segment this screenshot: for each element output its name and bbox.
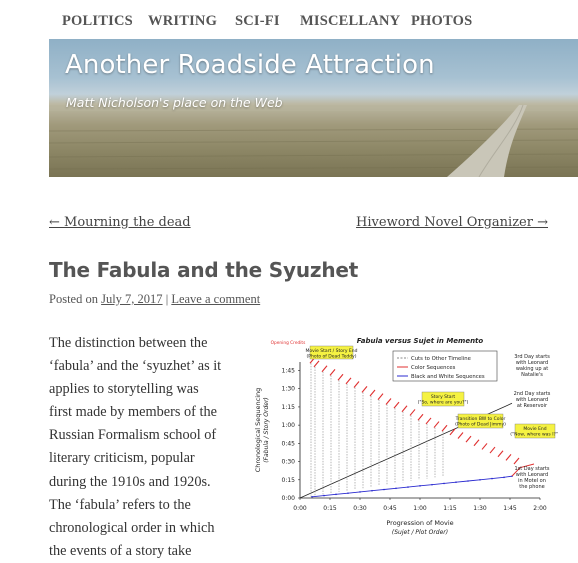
color-sequence-segment	[490, 447, 495, 453]
leave-comment-link[interactable]: Leave a comment	[171, 292, 261, 306]
chart-title: Fabula versus Sujet in Memento	[356, 337, 484, 345]
movie-start-note-text: (Photo of Dead Teddy)	[306, 354, 357, 360]
day3-label: with Leonard	[515, 360, 549, 366]
x-tick-label: 0:45	[383, 505, 397, 512]
color-sequence-segment	[386, 399, 391, 405]
bw-sequence-point	[371, 490, 373, 492]
color-sequence-segment	[410, 409, 415, 415]
bw-sequence-point	[479, 479, 481, 481]
day2-label: 2nd Day starts	[513, 391, 551, 397]
y-tick-label: 1:30	[281, 385, 295, 393]
color-sequence-segment	[426, 418, 431, 424]
color-sequence-segment	[330, 369, 335, 375]
color-sequence-segment	[346, 378, 351, 384]
legend-label: Black and White Sequences	[411, 374, 485, 380]
y-axis-label: Chronological Sequencing	[254, 387, 262, 473]
x-tick-label: 0:30	[353, 505, 367, 512]
movie-start-note-text: Movie Start / Story End	[305, 349, 358, 354]
body-line: The distinction between the	[49, 335, 208, 351]
day1-label: 1st Day starts	[514, 466, 550, 472]
bw-sequence-point	[419, 485, 421, 487]
color-sequence-segment	[434, 422, 439, 428]
bw-sequence-point	[491, 478, 493, 480]
post-meta	[49, 292, 260, 307]
story-start-note-text: ("So, where are you?")	[417, 400, 469, 406]
body-line: ‘fabula’ and the ‘syuzhet’ as it	[49, 358, 222, 375]
bw-sequence-point	[443, 483, 445, 485]
color-sequence-segment	[514, 458, 519, 464]
color-sequence-segment	[354, 382, 359, 388]
previous-post-link[interactable]: ← Mourning the dead	[49, 215, 191, 230]
site-header-banner[interactable]	[49, 39, 578, 177]
memento-chart-figure[interactable]	[252, 332, 558, 542]
bw-sequence-point	[359, 491, 361, 493]
day3-label: Natalie's	[521, 372, 543, 378]
movie-end-note-text: Movie End	[523, 427, 547, 432]
body-line: literary criticism, popular	[49, 450, 195, 467]
bw-sequence-point	[407, 486, 409, 488]
body-line: applies to storytelling was	[49, 381, 199, 398]
x-tick-label: 2:00	[533, 505, 547, 512]
site-tagline: Matt Nicholson's place on the Web	[66, 95, 283, 110]
day3-label: 3rd Day starts	[514, 354, 550, 360]
meta-separator: |	[162, 292, 172, 306]
transition-note-text: Transition BW to Color	[455, 417, 506, 422]
x-tick-label: 0:00	[293, 505, 307, 512]
day1-label: in Motel on	[518, 478, 546, 484]
bw-sequence-point	[335, 494, 337, 496]
color-sequence-segment	[394, 402, 399, 408]
color-sequence-segment	[378, 394, 383, 400]
body-line: The ‘fabula’ refers to the	[49, 496, 191, 513]
color-sequence-segment	[474, 440, 479, 446]
color-sequence-segment	[506, 454, 511, 460]
day2-label: at Reservoir	[516, 403, 548, 409]
legend-label: Cuts to Other Timeline	[411, 356, 471, 362]
y-tick-label: 0:45	[281, 440, 295, 448]
x-axis-sublabel: (Sujet / Plot Order)	[391, 529, 449, 536]
post-date-link[interactable]: July 7, 2017	[101, 292, 163, 306]
x-tick-label: 1:00	[413, 505, 427, 512]
bw-sequence-point	[395, 487, 397, 489]
posted-on-label: Posted on	[49, 292, 98, 306]
next-post-link[interactable]: Hiveword Novel Organizer →	[356, 215, 548, 230]
color-sequence-segment	[482, 443, 487, 449]
x-tick-label: 1:15	[443, 505, 457, 512]
y-tick-label: 1:45	[281, 367, 295, 375]
transition-note-text: (Photo of Dead Jimmy)	[455, 422, 506, 428]
color-sequence-segment	[338, 374, 343, 380]
color-sequence-segment	[362, 386, 367, 392]
body-line: first made by members of the	[49, 404, 217, 421]
day2-label: with Leonard	[515, 397, 549, 403]
body-line: chronological order in which	[49, 519, 215, 536]
bw-sequence-point	[455, 481, 457, 483]
day3-label: waking up at	[515, 366, 549, 372]
body-line: Russian Formalism school of	[49, 427, 217, 444]
y-tick-label: 1:00	[281, 422, 295, 430]
y-tick-label: 0:30	[281, 458, 295, 466]
body-line: during the 1910s and 1920s.	[49, 473, 211, 490]
legend-label: Color Sequences	[411, 365, 456, 371]
top-navigation	[0, 0, 578, 40]
nav-item-photos[interactable]: PHOTOS	[411, 13, 473, 29]
nav-item-miscellany[interactable]: MISCELLANY	[300, 13, 401, 29]
bw-sequence-point	[503, 477, 505, 479]
memento-chart	[252, 332, 558, 542]
x-tick-label: 0:15	[323, 505, 337, 512]
color-sequence-segment	[370, 390, 375, 396]
y-tick-label: 0:15	[281, 476, 295, 484]
color-sequence-segment	[466, 436, 471, 442]
x-tick-label: 1:30	[473, 505, 487, 512]
color-sequence-segment	[442, 425, 447, 431]
post-title[interactable]: The Fabula and the Syuzhet	[49, 258, 359, 282]
bw-sequence-point	[383, 489, 385, 491]
post-body	[49, 332, 264, 563]
color-sequence-segment	[498, 451, 503, 457]
color-sequence-segment	[458, 433, 463, 439]
color-sequence-segment	[322, 366, 327, 372]
site-title[interactable]: Another Roadside Attraction	[65, 50, 435, 80]
y-tick-label: 0:00	[281, 495, 295, 502]
bw-sequence-point	[311, 496, 313, 498]
y-tick-label: 1:15	[281, 403, 295, 411]
story-start-note-text: Story Start	[430, 395, 456, 400]
x-axis-label: Progression of Movie	[386, 519, 454, 527]
bw-sequence-point	[347, 492, 349, 494]
bw-sequence-point	[323, 495, 325, 497]
nav-item-politics[interactable]: POLITICS	[62, 13, 133, 29]
body-line: the events of a story take	[49, 542, 192, 559]
y-axis-sublabel: (Fabula / Story Order)	[263, 397, 270, 463]
day1-label: with Leonard	[515, 472, 549, 478]
color-sequence-segment	[314, 361, 319, 367]
movie-end-note-text: ("Now, where was I?")	[510, 432, 558, 438]
color-sequence-segment	[418, 414, 423, 420]
color-sequence-segment	[402, 406, 407, 412]
nav-item-writing[interactable]: WRITING	[148, 13, 218, 29]
day1-label: the phone	[519, 484, 545, 490]
bw-sequence-point	[431, 484, 433, 486]
opening-credits-label: Opening Credits	[270, 341, 306, 346]
nav-item-sci-fi[interactable]: SCI-FI	[235, 13, 280, 29]
x-tick-label: 1:45	[503, 505, 517, 512]
bw-sequence-point	[467, 480, 469, 482]
